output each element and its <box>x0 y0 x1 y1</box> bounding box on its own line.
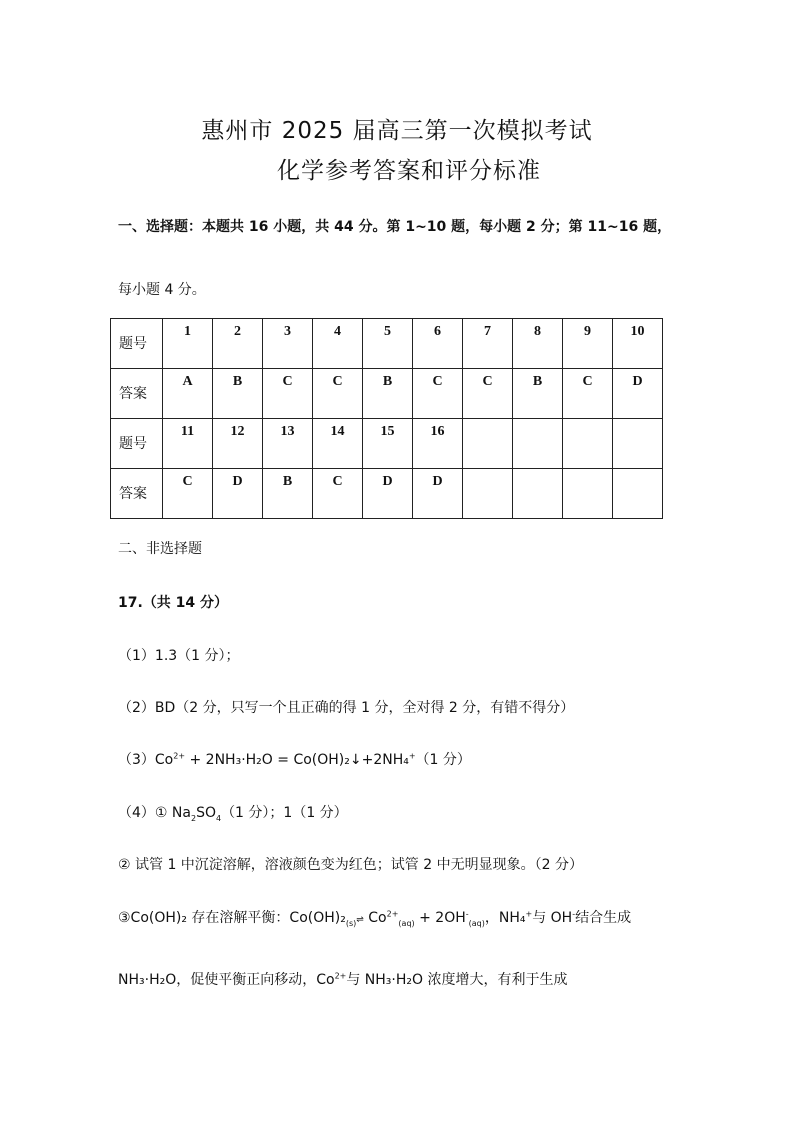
question-number: 14 <box>313 419 363 469</box>
answer-cell: A <box>163 369 213 419</box>
table-row <box>111 419 663 469</box>
section1-heading-line2: 每小题 4 分。 <box>118 282 206 298</box>
answer-cell: C <box>313 369 363 419</box>
q17-part4-item3-line1: ③Co(OH)₂ 存在溶解平衡：$Co(OH)_2_{(s)}\rightleftharpoons$ $Co^{2+}_{(aq)} + 2OH^-_{(aq)}$，NH₄+与 OH-结合生成 <box>118 909 632 928</box>
question-number-empty <box>613 419 663 469</box>
item3-line2-text-b: 与 NH₃·H₂O 浓度增大，有利于生成 <box>346 972 568 988</box>
q17-part4-item2: ② 试管 1 中沉淀溶解，溶液颜色变为红色；试管 2 中无明显现象。（2 分） <box>118 857 583 873</box>
question-number: 2 <box>213 319 263 369</box>
question-number: 15 <box>363 419 413 469</box>
answer-cell: C <box>313 469 363 519</box>
q17-part4-prefix: （4）① Na <box>118 805 191 821</box>
question-number-empty <box>513 419 563 469</box>
answer-cell: D <box>413 469 463 519</box>
question-number: 16 <box>413 419 463 469</box>
q17-part4-item3-line2: NH₃·H₂O，促使平衡正向移动，$Co^{2+}$与 NH₃·H₂O 浓度增大，有利于生成 <box>118 971 568 988</box>
q17-part3: $(3)Co^{2+} + 2NH_3\cdot H_2O$ = Co(OH)₂↓+2NH₄+（1 分） <box>118 751 471 768</box>
q17-header: 17.（共 14 分） <box>118 595 229 611</box>
q17-part4: （4）① $Na_2SO_4(1$ 分）；1（1 分） <box>118 805 348 823</box>
answer-cell: B <box>363 369 413 419</box>
document-title: 惠州市 2025 届高三第一次模拟考试 <box>201 118 593 144</box>
question-number: 8 <box>513 319 563 369</box>
item3-line2-text-a: NH₃·H₂O，促使平衡正向移动，Co <box>118 972 335 988</box>
question-number: 5 <box>363 319 413 369</box>
answer-cell: D <box>213 469 263 519</box>
item3-text-d: ，NH₄ <box>484 910 526 926</box>
table-row <box>111 469 663 519</box>
question-number: 12 <box>213 419 263 469</box>
row-label-answer: 答案 <box>111 469 163 519</box>
question-number: 11 <box>163 419 213 469</box>
item3-text-f: 结合生成 <box>575 910 632 926</box>
answer-cell: C <box>563 369 613 419</box>
q17-part2: （2）BD（2 分，只写一个且正确的得 1 分，全对得 2 分，有错不得分） <box>118 700 575 716</box>
q17-part4-rest: （1 分）；1（1 分） <box>221 805 348 821</box>
answer-cell: B <box>213 369 263 419</box>
answer-cell: D <box>363 469 413 519</box>
q17-part3-equation: + 2NH₃·H₂O = Co(OH)₂↓+2NH₄ <box>185 752 409 768</box>
q17-part3-prefix: （3）Co <box>118 752 174 768</box>
answer-cell: D <box>613 369 663 419</box>
section2-heading: 二、非选择题 <box>118 541 202 557</box>
answer-cell: C <box>413 369 463 419</box>
row-label-question-number: 题号 <box>111 319 163 369</box>
question-number: 3 <box>263 319 313 369</box>
answer-cell: C <box>263 369 313 419</box>
item3-text-e: 与 OH <box>532 910 573 926</box>
answer-cell: B <box>263 469 313 519</box>
item3-text-a: ③Co(OH)₂ 存在溶解平衡：Co(OH)₂ <box>118 910 346 926</box>
row-label-question-number: 题号 <box>111 419 163 469</box>
answer-cell-empty <box>463 469 513 519</box>
answer-cell: B <box>513 369 563 419</box>
question-number: 6 <box>413 319 463 369</box>
answer-cell-empty <box>513 469 563 519</box>
question-number: 9 <box>563 319 613 369</box>
section1-heading-line1: 一、选择题：本题共 16 小题，共 44 分。第 1~10 题，每小题 2 分；第 11~16 题， <box>118 219 672 235</box>
answer-cell-empty <box>613 469 663 519</box>
question-number: 7 <box>463 319 513 369</box>
question-number: 1 <box>163 319 213 369</box>
answer-cell-empty <box>563 469 613 519</box>
question-number-empty <box>563 419 613 469</box>
q17-part1: （1）1.3（1 分）； <box>118 648 240 664</box>
table-row <box>111 369 663 419</box>
row-label-answer: 答案 <box>111 369 163 419</box>
question-number: 13 <box>263 419 313 469</box>
equilibrium-arrow-icon: ⇌ <box>356 915 364 925</box>
table-row <box>111 319 663 369</box>
answer-table <box>110 318 663 519</box>
item3-text-c: + 2OH <box>414 910 466 926</box>
question-number: 10 <box>613 319 663 369</box>
answer-cell: C <box>163 469 213 519</box>
answer-cell: C <box>463 369 513 419</box>
question-number-empty <box>463 419 513 469</box>
question-number: 4 <box>313 319 363 369</box>
q17-part3-score: （1 分） <box>415 752 471 768</box>
item3-text-b: Co <box>363 910 387 926</box>
document-subtitle: 化学参考答案和评分标准 <box>277 158 541 184</box>
